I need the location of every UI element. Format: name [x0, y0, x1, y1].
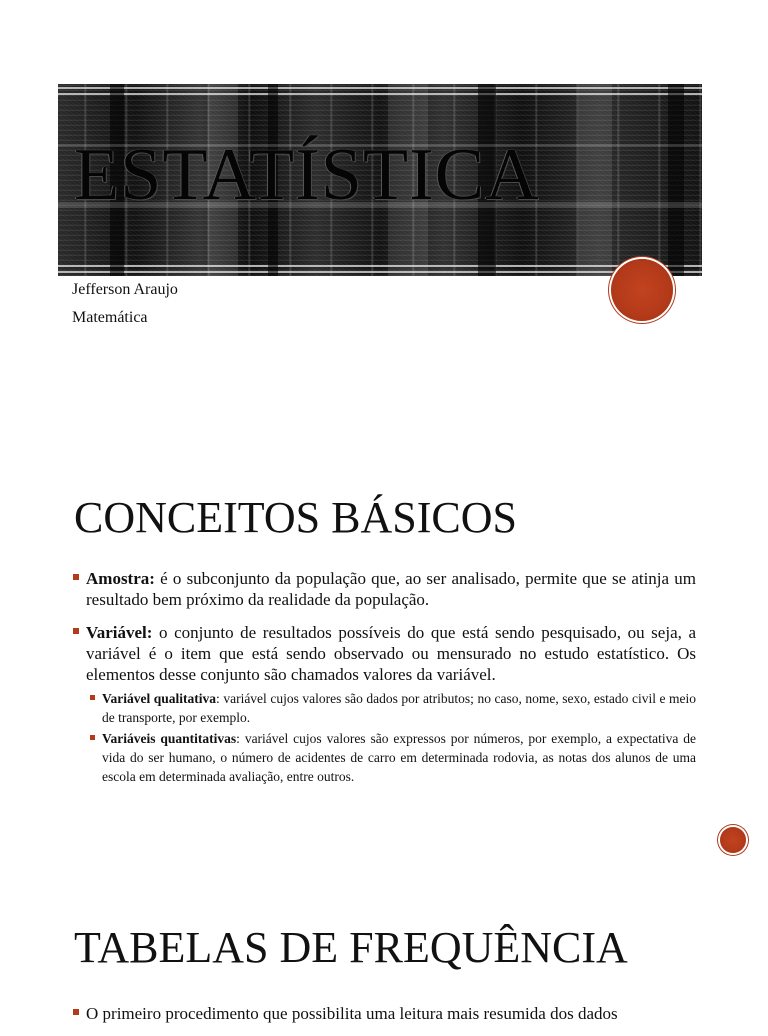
decorative-circle: [611, 259, 673, 321]
bullet-text: O primeiro procedimento que possibilita uma leitura mais resumida dos dados: [86, 1004, 618, 1023]
presentation-title: ESTATÍSTICA: [74, 134, 540, 216]
sub-bullet-list: [86, 689, 696, 786]
bullet-amostra: [72, 568, 696, 610]
frequency-slide: [0, 900, 768, 1024]
sub-bullet-text: : variável cujos valores são dados por atributos; no caso, nome, sexo, estado civil e meio de transporte, por exemplo.: [102, 691, 696, 725]
bullet-term: Variável:: [86, 623, 153, 642]
bullet-procedimento: [72, 1003, 696, 1024]
author-name: Jefferson Araujo: [72, 281, 178, 298]
bullet-term: Amostra:: [86, 569, 155, 588]
sub-bullet-term: Variável qualitativa: [102, 691, 217, 706]
bullet-list: [72, 568, 696, 798]
sub-bullet-term: Variáveis quantitativas: [102, 731, 237, 746]
decorative-circle: [720, 827, 746, 853]
title-slide: [0, 0, 768, 360]
banner-texture: [578, 84, 612, 276]
sub-bullet-text: : variável cujos valores são expressos por números, por exemplo, a expectativa de vida do ser humano, o número de acidentes de carro em determinada rodovia, as notas dos alunos de uma escola em determinada avaliação, entre outros.: [102, 731, 697, 784]
bullet-text: o conjunto de resultados possíveis do que está sendo pesquisado, ou seja, a variável é o item que está sendo observado ou mensurado no estudo estatístico. Os elementos desse conjunto são chamados valores da variável.: [86, 623, 696, 684]
bullet-variavel: [72, 622, 696, 786]
bullet-list: [72, 1003, 696, 1036]
slide-title: TABELAS DE FREQUÊNCIA: [74, 923, 628, 972]
sub-bullet-quantitativas: [86, 729, 696, 786]
bullet-text: é o subconjunto da população que, ao ser analisado, permite que se atinja um resultado bem próximo da realidade da população.: [86, 569, 696, 609]
banner-texture: [668, 84, 684, 276]
subject-name: Matemática: [72, 309, 148, 326]
concepts-slide: [0, 440, 768, 880]
slide-title: CONCEITOS BÁSICOS: [74, 493, 517, 542]
sub-bullet-qualitativa: [86, 689, 696, 727]
